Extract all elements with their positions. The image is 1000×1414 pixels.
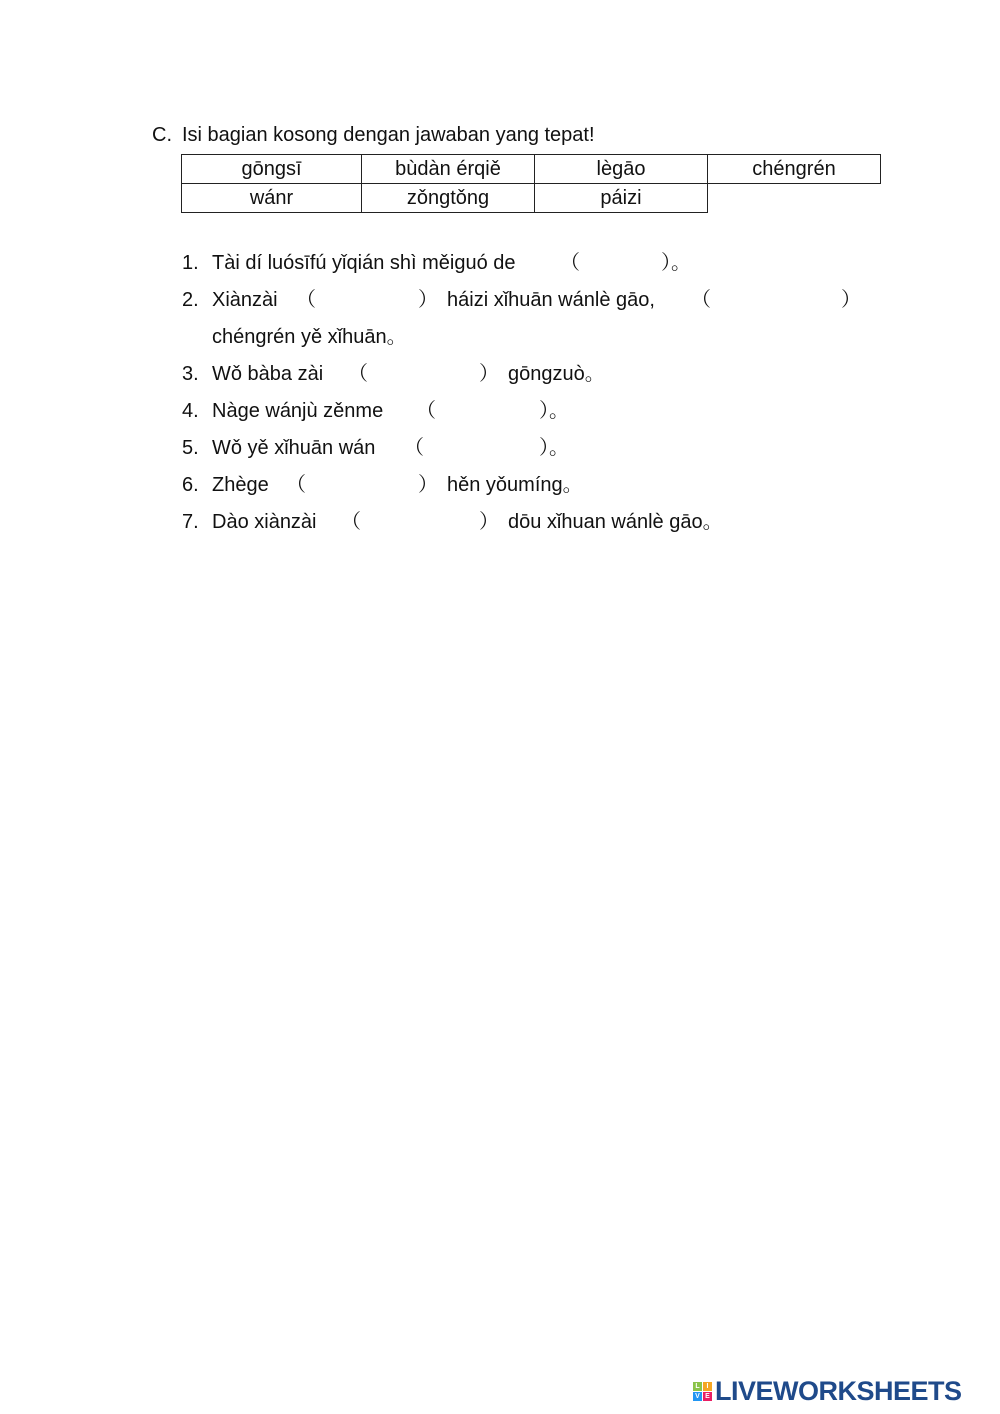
close-paren: ）。 — [539, 437, 569, 459]
word-bank-row — [182, 155, 881, 184]
liveworksheets-logo — [693, 1376, 962, 1407]
question-text: Xiànzài — [212, 289, 278, 311]
open-paren: （ — [404, 437, 424, 459]
answer-input-2a[interactable] — [318, 288, 422, 314]
answer-input-5[interactable] — [426, 436, 542, 462]
question-number: 1. — [182, 252, 199, 274]
open-paren: （ — [560, 252, 580, 274]
question-number: 3. — [182, 363, 199, 385]
instruction: Isi bagian kosong dengan jawaban yang tepat! — [182, 124, 595, 146]
close-paren: ）。 — [539, 400, 569, 422]
word-bank-cell: gōngsī — [182, 155, 362, 184]
word-bank-cell: bùdàn érqiě — [362, 155, 535, 184]
close-paren: ） — [479, 511, 499, 533]
logo-squares-icon — [693, 1382, 712, 1401]
logo-square: L — [693, 1382, 702, 1391]
question-text: gōngzuò。 — [508, 363, 605, 385]
close-paren: ） — [841, 289, 861, 311]
close-paren: ）。 — [661, 252, 691, 274]
question-number: 4. — [182, 400, 199, 422]
question-number: 2. — [182, 289, 199, 311]
question-text: háizi xǐhuān wánlè gāo, — [447, 289, 655, 311]
question-text: dōu xǐhuan wánlè gāo。 — [508, 511, 723, 533]
open-paren: （ — [286, 474, 306, 496]
open-paren: （ — [691, 289, 711, 311]
word-bank-cell: páizi — [535, 184, 708, 213]
logo-square: V — [693, 1392, 702, 1401]
word-bank-cell: chéngrén — [708, 155, 881, 184]
close-paren: ） — [479, 363, 499, 385]
logo-square: E — [703, 1392, 712, 1401]
question-text: Dào xiànzài — [212, 511, 317, 533]
logo-square: I — [703, 1382, 712, 1391]
answer-input-3[interactable] — [370, 362, 482, 388]
answer-input-4[interactable] — [438, 399, 542, 425]
answer-input-2b[interactable] — [713, 288, 845, 314]
open-paren: （ — [341, 511, 361, 533]
question-text: Zhège — [212, 474, 269, 496]
question-text: Wǒ bàba zài — [212, 363, 324, 385]
question-text: chéngrén yě xǐhuān。 — [212, 326, 407, 348]
word-bank-row — [182, 184, 881, 213]
question-number: 5. — [182, 437, 199, 459]
answer-input-6[interactable] — [308, 473, 422, 499]
question-number: 6. — [182, 474, 199, 496]
section-label: C. — [152, 124, 172, 146]
close-paren: ） — [418, 474, 438, 496]
open-paren: （ — [348, 363, 368, 385]
question-text: hěn yǒumíng。 — [447, 474, 583, 496]
question-text: Nàge wánjù zěnme — [212, 400, 384, 422]
word-bank-cell: zǒngtǒng — [362, 184, 535, 213]
word-bank-empty-cell — [708, 184, 881, 213]
question-text: Wǒ yě xǐhuān wán — [212, 437, 376, 459]
word-bank-table — [181, 154, 881, 213]
word-bank-cell: lègāo — [535, 155, 708, 184]
question-number: 7. — [182, 511, 199, 533]
answer-input-7[interactable] — [363, 510, 482, 536]
section-heading — [152, 123, 595, 147]
logo-text: LIVEWORKSHEETS — [715, 1376, 962, 1406]
open-paren: （ — [296, 289, 316, 311]
question-text: Tài dí luósīfú yǐqián shì měiguó de — [212, 252, 516, 274]
word-bank-cell: wánr — [182, 184, 362, 213]
answer-input-1[interactable] — [582, 251, 666, 277]
open-paren: （ — [416, 400, 436, 422]
close-paren: ） — [418, 289, 438, 311]
